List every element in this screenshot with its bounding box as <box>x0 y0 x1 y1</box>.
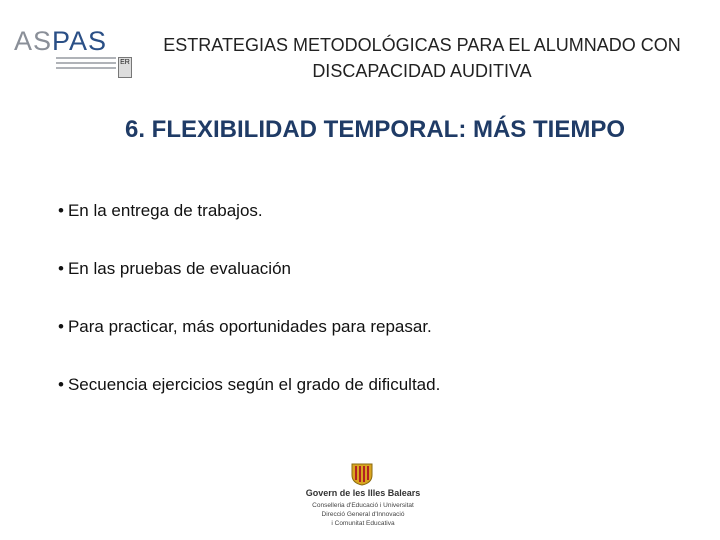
logo-badge: ER <box>118 57 132 78</box>
govern-name: Govern de les Illes Balears <box>305 488 421 498</box>
slide-title: 6. FLEXIBILIDAD TEMPORAL: MÁS TIEMPO <box>124 116 625 143</box>
logo-wordmark-part1: AS <box>14 26 53 56</box>
logo-wordmark-part2: PAS <box>52 26 108 56</box>
header-title <box>132 32 712 84</box>
header-title-line2: DISCAPACIDAD AUDITIVA <box>312 61 532 81</box>
bullet-list <box>58 199 678 431</box>
bullet-text: Para practicar, más oportunidades para repasar. <box>67 317 432 336</box>
list-item <box>58 315 678 373</box>
bullet-text: En las pruebas de evaluación <box>67 259 291 278</box>
list-item <box>58 199 678 257</box>
bullet-marker: • <box>58 259 64 278</box>
bullet-text: En la entrega de trabajos. <box>67 201 263 220</box>
bullet-marker: • <box>58 317 64 336</box>
list-item <box>58 257 678 315</box>
list-item <box>58 373 678 431</box>
govern-logo <box>300 460 426 540</box>
bullet-marker: • <box>58 375 64 394</box>
govern-line-2: Direcció General d'Innovació <box>321 511 405 518</box>
govern-line-3: i Comunitat Educativa <box>331 520 395 527</box>
aspas-logo <box>14 26 132 78</box>
logo-subtitle-lines <box>56 57 116 72</box>
header-title-line1: ESTRATEGIAS METODOLÓGICAS PARA EL ALUMNADO CON <box>163 35 681 55</box>
bullet-text: Secuencia ejercicios según el grado de dificultad. <box>67 375 441 394</box>
coat-of-arms-icon <box>348 462 376 486</box>
bullet-marker: • <box>58 201 64 220</box>
logo-wordmark <box>14 26 107 56</box>
govern-line-1: Conselleria d'Educació i Universitat <box>312 502 414 509</box>
